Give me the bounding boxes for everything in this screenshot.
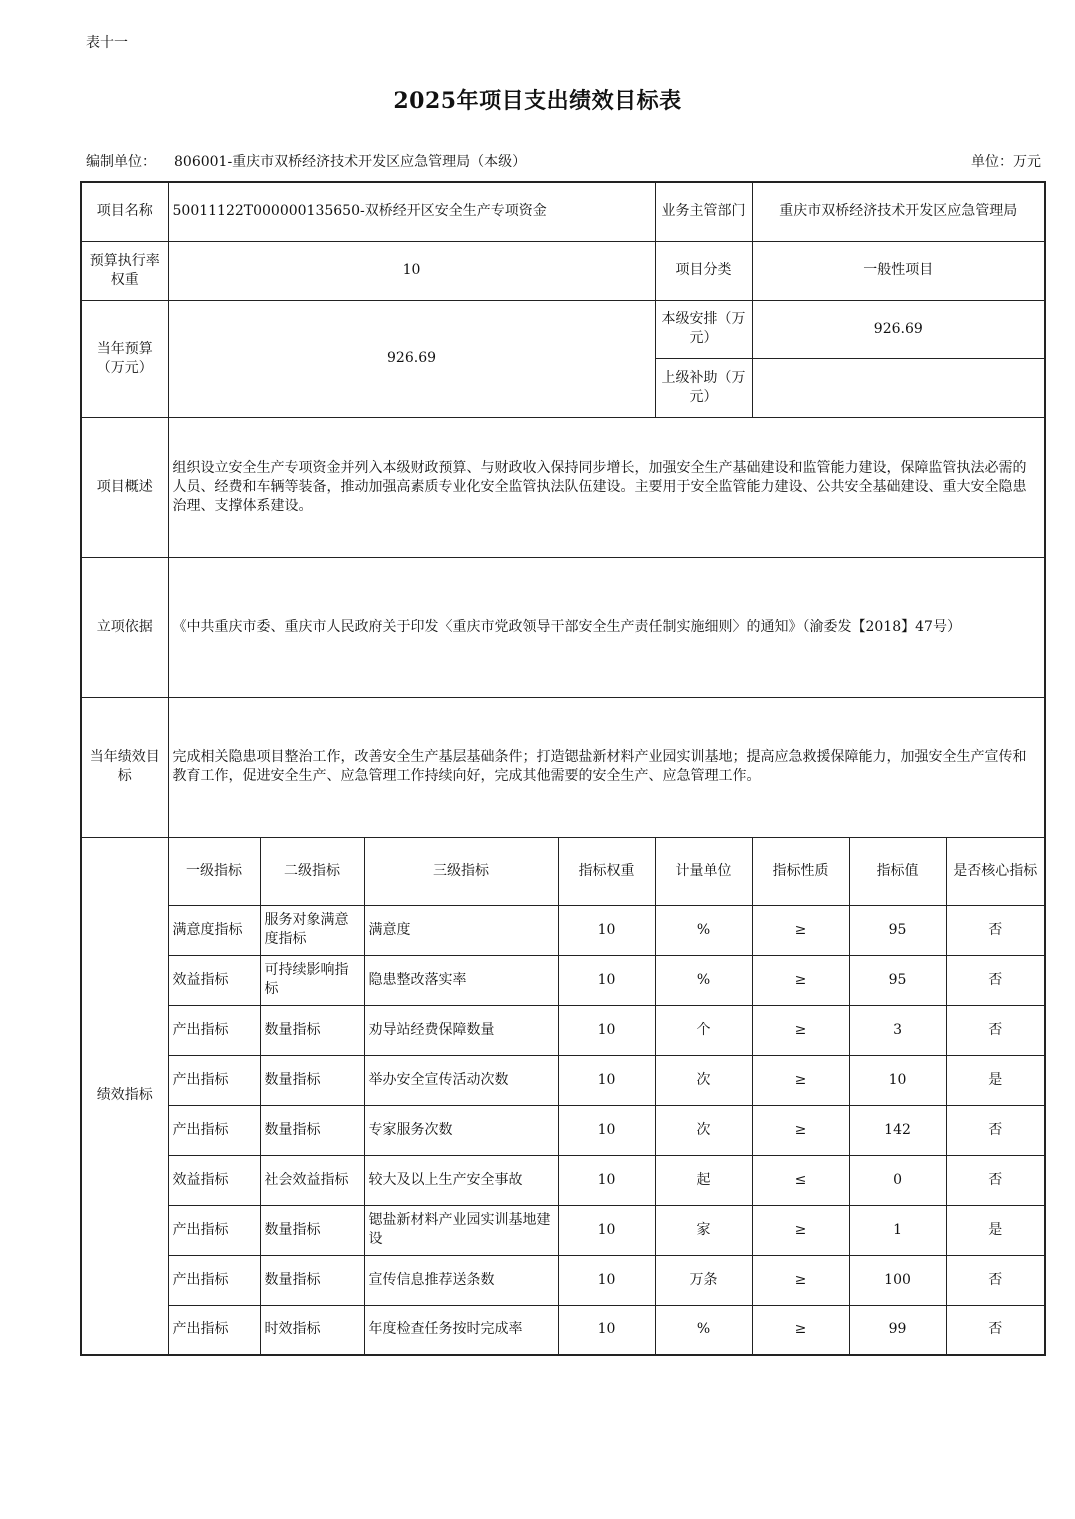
nature-cell: ≤ <box>752 1155 849 1205</box>
project-name-value: 50011122T000000135650-双桥经开区安全生产专项资金 <box>168 182 655 241</box>
level3-cell: 专家服务次数 <box>364 1105 558 1155</box>
level1-cell: 产出指标 <box>168 1205 260 1255</box>
level1-cell: 产出指标 <box>168 1105 260 1155</box>
core-cell: 否 <box>946 1005 1045 1055</box>
header-value: 指标值 <box>849 837 946 905</box>
level1-cell: 效益指标 <box>168 1155 260 1205</box>
header-weight: 指标权重 <box>558 837 655 905</box>
level2-cell: 社会效益指标 <box>260 1155 364 1205</box>
header-nature: 指标性质 <box>752 837 849 905</box>
core-cell: 否 <box>946 1305 1045 1355</box>
value-cell: 3 <box>849 1005 946 1055</box>
indicators-section-label: 绩效指标 <box>81 837 168 1355</box>
superior-label: 上级补助（万元） <box>655 358 752 417</box>
unit-cell: 家 <box>655 1205 752 1255</box>
level2-cell: 数量指标 <box>260 1105 364 1155</box>
project-name-label: 项目名称 <box>81 182 168 241</box>
basis-value: 《中共重庆市委、重庆市人民政府关于印发〈重庆市党政领导干部安全生产责任制实施细则〉的通知》（渝委发【2018】47号） <box>168 557 1045 697</box>
header-unit: 计量单位 <box>655 837 752 905</box>
budget-value: 926.69 <box>168 300 655 417</box>
level2-cell: 数量指标 <box>260 1055 364 1105</box>
table-row <box>81 1305 1045 1355</box>
performance-table <box>80 181 1046 1356</box>
org-label: 编制单位： <box>86 154 156 170</box>
value-cell: 10 <box>849 1055 946 1105</box>
header-level1: 一级指标 <box>168 837 260 905</box>
header-level2: 二级指标 <box>260 837 364 905</box>
row-exec-rate <box>81 241 1045 300</box>
level3-cell: 满意度 <box>364 905 558 955</box>
nature-cell: ≥ <box>752 1305 849 1355</box>
unit-cell: % <box>655 955 752 1005</box>
level2-cell: 数量指标 <box>260 1005 364 1055</box>
page-title: 2025年项目支出绩效目标表 <box>393 88 682 114</box>
nature-cell: ≥ <box>752 1055 849 1105</box>
exec-rate-label: 预算执行率权重 <box>81 241 168 300</box>
budget-label: 当年预算（万元） <box>81 300 168 417</box>
nature-cell: ≥ <box>752 1005 849 1055</box>
category-value: 一般性项目 <box>752 241 1045 300</box>
level1-cell: 满意度指标 <box>168 905 260 955</box>
level3-cell: 宣传信息推荐送条数 <box>364 1255 558 1305</box>
weight-cell: 10 <box>558 905 655 955</box>
category-label: 项目分类 <box>655 241 752 300</box>
level2-cell: 时效指标 <box>260 1305 364 1355</box>
level2-cell: 数量指标 <box>260 1205 364 1255</box>
superior-value <box>752 358 1045 417</box>
weight-cell: 10 <box>558 1155 655 1205</box>
goal-label: 当年绩效目标 <box>81 697 168 837</box>
value-cell: 142 <box>849 1105 946 1155</box>
level3-cell: 年度检查任务按时完成率 <box>364 1305 558 1355</box>
row-budget <box>81 300 1045 358</box>
table-row <box>81 1105 1045 1155</box>
header-core: 是否核心指标 <box>946 837 1045 905</box>
weight-cell: 10 <box>558 1205 655 1255</box>
weight-cell: 10 <box>558 1255 655 1305</box>
exec-rate-value: 10 <box>168 241 655 300</box>
core-cell: 是 <box>946 1205 1045 1255</box>
level3-cell: 举办安全宣传活动次数 <box>364 1055 558 1105</box>
unit-cell: 起 <box>655 1155 752 1205</box>
value-cell: 95 <box>849 955 946 1005</box>
weight-cell: 10 <box>558 1055 655 1105</box>
nature-cell: ≥ <box>752 955 849 1005</box>
unit-label: 单位：万元 <box>971 154 1041 170</box>
unit-cell: 万条 <box>655 1255 752 1305</box>
weight-cell: 10 <box>558 1105 655 1155</box>
level1-cell: 产出指标 <box>168 1305 260 1355</box>
table-row <box>81 1155 1045 1205</box>
level2-cell: 可持续影响指标 <box>260 955 364 1005</box>
header-level3: 三级指标 <box>364 837 558 905</box>
value-cell: 100 <box>849 1255 946 1305</box>
row-project-name <box>81 182 1045 241</box>
table-row <box>81 905 1045 955</box>
unit-cell: 个 <box>655 1005 752 1055</box>
value-cell: 95 <box>849 905 946 955</box>
level2-cell: 数量指标 <box>260 1255 364 1305</box>
table-row <box>81 1255 1045 1305</box>
org-line <box>86 151 526 171</box>
dept-value: 重庆市双桥经济技术开发区应急管理局 <box>752 182 1045 241</box>
nature-cell: ≥ <box>752 1105 849 1155</box>
table-row <box>81 1205 1045 1255</box>
level3-cell: 劝导站经费保障数量 <box>364 1005 558 1055</box>
unit-cell: 次 <box>655 1055 752 1105</box>
overview-value: 组织设立安全生产专项资金并列入本级财政预算、与财政收入保持同步增长，加强安全生产基础建设和监管能力建设，保障监管执法必需的人员、经费和车辆等装备，推动加强高素质专业化安全监管执法队伍建设。主要用于安全监管能力建设、公共安全基础建设、重大安全隐患治理、支撑体系建设。 <box>168 417 1045 557</box>
row-overview <box>81 417 1045 557</box>
value-cell: 99 <box>849 1305 946 1355</box>
value-cell: 0 <box>849 1155 946 1205</box>
level3-cell: 较大及以上生产安全事故 <box>364 1155 558 1205</box>
level1-cell: 效益指标 <box>168 955 260 1005</box>
overview-label: 项目概述 <box>81 417 168 557</box>
dept-label: 业务主管部门 <box>655 182 752 241</box>
nature-cell: ≥ <box>752 1205 849 1255</box>
org-value: 806001-重庆市双桥经济技术开发区应急管理局（本级） <box>174 154 527 170</box>
nature-cell: ≥ <box>752 1255 849 1305</box>
table-row <box>81 955 1045 1005</box>
core-cell: 否 <box>946 1105 1045 1155</box>
weight-cell: 10 <box>558 955 655 1005</box>
basis-label: 立项依据 <box>81 557 168 697</box>
level1-cell: 产出指标 <box>168 1255 260 1305</box>
table-row <box>81 1005 1045 1055</box>
core-cell: 否 <box>946 905 1045 955</box>
level1-cell: 产出指标 <box>168 1005 260 1055</box>
nature-cell: ≥ <box>752 905 849 955</box>
unit-cell: 次 <box>655 1105 752 1155</box>
local-label: 本级安排（万元） <box>655 300 752 358</box>
level3-cell: 隐患整改落实率 <box>364 955 558 1005</box>
core-cell: 否 <box>946 1255 1045 1305</box>
weight-cell: 10 <box>558 1305 655 1355</box>
unit-cell: % <box>655 905 752 955</box>
weight-cell: 10 <box>558 1005 655 1055</box>
row-goal <box>81 697 1045 837</box>
local-value: 926.69 <box>752 300 1045 358</box>
value-cell: 1 <box>849 1205 946 1255</box>
level1-cell: 产出指标 <box>168 1055 260 1105</box>
goal-value: 完成相关隐患项目整治工作，改善安全生产基层基础条件；打造锶盐新材料产业园实训基地；提高应急救援保障能力，加强安全生产宣传和教育工作，促进安全生产、应急管理工作持续向好，完成其他需要的安全生产、应急管理工作。 <box>168 697 1045 837</box>
core-cell: 是 <box>946 1055 1045 1105</box>
row-basis <box>81 557 1045 697</box>
table-row <box>81 1055 1045 1105</box>
unit-cell: % <box>655 1305 752 1355</box>
level3-cell: 锶盐新材料产业园实训基地建设 <box>364 1205 558 1255</box>
core-cell: 否 <box>946 1155 1045 1205</box>
indicator-header-row <box>81 837 1045 905</box>
level2-cell: 服务对象满意度指标 <box>260 905 364 955</box>
core-cell: 否 <box>946 955 1045 1005</box>
table-number: 表十一 <box>86 35 128 51</box>
